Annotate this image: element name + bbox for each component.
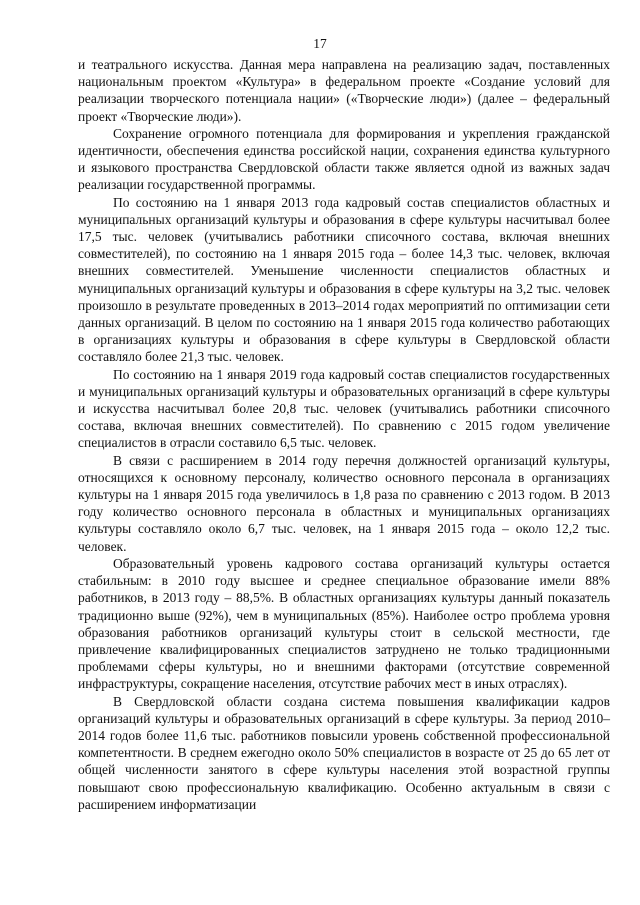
paragraph-core-personnel: В связи с расширением в 2014 году перечня должностей организаций культуры, относящихся к основному персоналу, количество основного персонала в организациях культуры на 1 января 2015 года увеличилось в 1,8 раза по сравнению с 2013 годом. В 2013 году количество основного персонала в областных и муниципальных организациях культуры составляло около 6,7 тыс. человек, на 1 января 2015 года – около 12,2 тыс. человек. [78, 452, 610, 554]
paragraph-staff-2013: По состоянию на 1 января 2013 года кадровый состав специалистов областных и муниципальных организаций культуры и образования в сфере культуры насчитывал более 17,5 тыс. человек (учитывались работники списочного состава, включая внешних совместителей), по состоянию на 1 января 2015 года – более 14,3 тыс. человек, включая внешних совместителей. Уменьшение численности специалистов областных и муниципальных организаций культуры и образования в сфере культуры на 3,2 тыс. человек произошло в результате проведенных в 2013–2014 годах мероприятий по оптимизации сети данных организаций. В целом по состоянию на 1 января 2015 года количество работающих в организациях культуры и образования в сфере культуры в Свердловской области составляло более 21,3 тыс. человек. [78, 194, 610, 365]
paragraph-qualification: В Свердловской области создана система повышения квалификации кадров организаций культуры и образовательных организаций в сфере культуры. За период 2010–2014 годов более 11,6 тыс. работников повысили уровень собственной профессиональной компетентности. В среднем ежегодно около 50% специалистов в возрасте от 25 до 65 лет от общей численности занятого в сфере культуры населения этой возрастной группы повышают свою профессиональную квалификацию. Особенно актуальным в связи с расширением информатизации [78, 693, 610, 812]
document-body [78, 56, 610, 813]
paragraph-staff-2019: По состоянию на 1 января 2019 года кадровый состав специалистов государственных и муниципальных организаций культуры и образовательных организаций в сфере культуры и искусства насчитывал более 20,8 тыс. человек (учитывались работники списочного состава, включая внешних совместителей). По сравнению с 2015 годом увеличение специалистов в отрасли составило 6,5 тыс. человек. [78, 366, 610, 451]
paragraph-education-level: Образовательный уровень кадрового состава организаций культуры остается стабильным: в 2010 году высшее и среднее специальное образование имели 88% работников, в 2013 году – 88,5%. В областных организациях культуры данный показатель традиционно выше (92%), чем в муниципальных (85%). Наиболее остро проблема уровня образования работников организаций культуры стоит в сельской местности, где привлечение квалифицированных специалистов затруднено не только традиционными проблемами сферы культуры, но и внешними факторами (отсутствие современной инфраструктуры, сокращение населения, отсутствие рабочих мест в иных отраслях). [78, 555, 610, 692]
paragraph-civic-identity: Сохранение огромного потенциала для формирования и укрепления гражданской идентичности, обеспечения единства российской нации, сохранения единства культурного и языкового пространства Свердловской области также является одной из важных задач реализации государственной программы. [78, 125, 610, 193]
page-number: 17 [313, 36, 327, 51]
paragraph-continuation: и театрального искусства. Данная мера направлена на реализацию задач, поставленных национальным проектом «Культура» в федеральном проекте «Создание условий для реализации творческого потенциала нации» («Творческие люди») (далее – федеральный проект «Творческие люди»). [78, 57, 610, 124]
